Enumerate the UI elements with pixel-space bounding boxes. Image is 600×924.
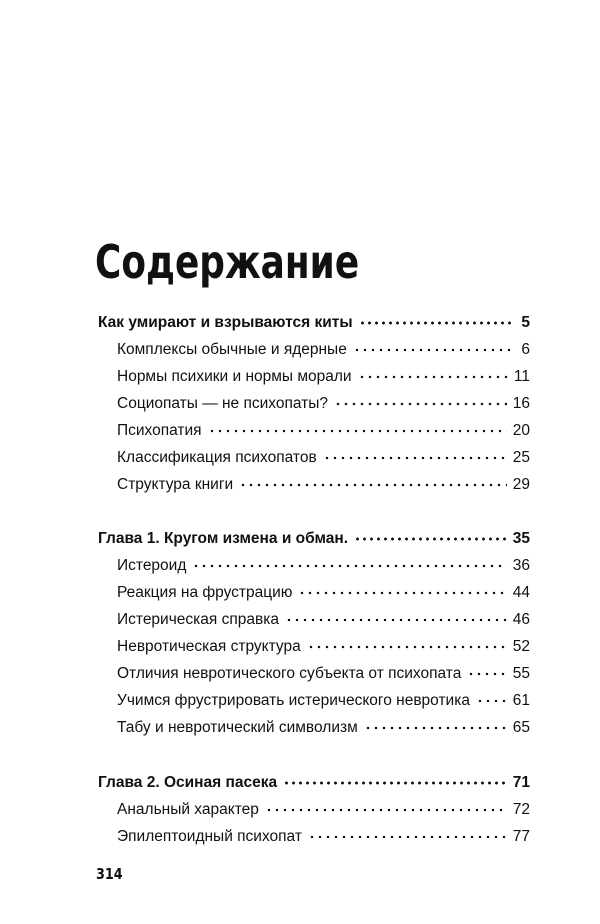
toc-page-number: 29 [512,476,530,493]
dot-leader [192,559,506,573]
dot-leader [283,776,507,790]
toc-entry[interactable] [117,827,530,847]
toc-page-number: 71 [512,774,530,791]
toc-entry-label: Социопаты — не психопаты? [117,395,329,412]
toc-entry-label: Реакция на фрустрацию [117,584,293,601]
toc-entry[interactable] [117,340,530,360]
dot-leader [323,451,507,465]
dot-leader [476,694,507,708]
toc-page-number: 11 [513,368,530,385]
toc-entry-label: Истерическая справка [117,611,279,628]
toc-entry-label: Нормы психики и нормы морали [117,368,352,385]
dot-leader [364,721,507,735]
dot-leader [353,343,516,357]
toc-chapter-entry[interactable] [98,773,530,793]
toc-chapter-entry[interactable] [98,313,530,333]
toc-entry[interactable] [117,394,530,414]
dot-leader [298,586,506,600]
toc-page-number: 72 [512,801,530,818]
toc-page-number: 77 [512,828,530,845]
dot-leader [265,803,507,817]
dot-leader [285,613,507,627]
toc-entry[interactable] [117,800,530,820]
toc-entry[interactable] [117,637,530,657]
toc-entry[interactable] [117,691,530,711]
toc-entry-label: Глава 1. Кругом измена и обман. [98,530,349,547]
toc-page-number: 20 [512,422,530,439]
dot-leader [208,424,507,438]
toc-page-number: 5 [521,314,530,331]
toc-page-number: 6 [521,341,530,358]
toc-entry[interactable] [117,475,530,495]
dot-leader [239,478,507,492]
dot-leader [308,830,507,844]
toc-entry[interactable] [117,421,530,441]
dot-leader [354,532,507,546]
toc-page-number: 25 [512,449,530,466]
toc-page-number: 36 [512,557,530,574]
dot-leader [467,667,506,681]
toc-entry-label: Классификация психопатов [117,449,317,466]
toc-entry-label: Психопатия [117,422,202,439]
toc-page-number: 44 [512,584,530,601]
dot-leader [307,640,507,654]
toc-page-number: 35 [512,530,530,547]
toc-chapter-entry[interactable] [98,529,530,549]
toc-page-number: 52 [512,638,530,655]
toc-entry[interactable] [117,718,530,738]
toc-entry[interactable] [117,583,530,603]
toc-entry-label: Структура книги [117,476,234,493]
page-title: Содержание [95,235,360,289]
toc-entry-label: Глава 2. Осиная пасека [98,774,278,791]
dot-leader [334,397,507,411]
toc-entry-label: Учимся фрустрировать истерического невротика [117,692,470,709]
toc-entry-label: Истероид [117,557,187,574]
toc-page-number: 61 [512,692,530,709]
toc-page-number: 65 [512,719,530,736]
toc-page-number: 16 [512,395,530,412]
toc-entry-label: Эпилептоидный психопат [117,828,302,845]
toc-entry[interactable] [117,448,530,468]
dot-leader [359,316,516,330]
toc-entry-label: Как умирают и взрываются киты [98,314,353,331]
toc-entry[interactable] [117,367,530,387]
toc-page-number: 55 [512,665,530,682]
dot-leader [358,370,508,384]
toc-page-number: 46 [512,611,530,628]
toc-entry-label: Комплексы обычные и ядерные [117,341,347,358]
toc-entry-label: Невротическая структура [117,638,301,655]
toc-entry[interactable] [117,610,530,630]
toc-entry-label: Табу и невротический символизм [117,719,358,736]
toc-entry-label: Отличия невротического субъекта от психопата [117,665,462,682]
toc-entry[interactable] [117,664,530,684]
page-number: 314 [96,865,123,883]
toc-entry[interactable] [117,556,530,576]
toc-entry-label: Анальный характер [117,801,259,818]
